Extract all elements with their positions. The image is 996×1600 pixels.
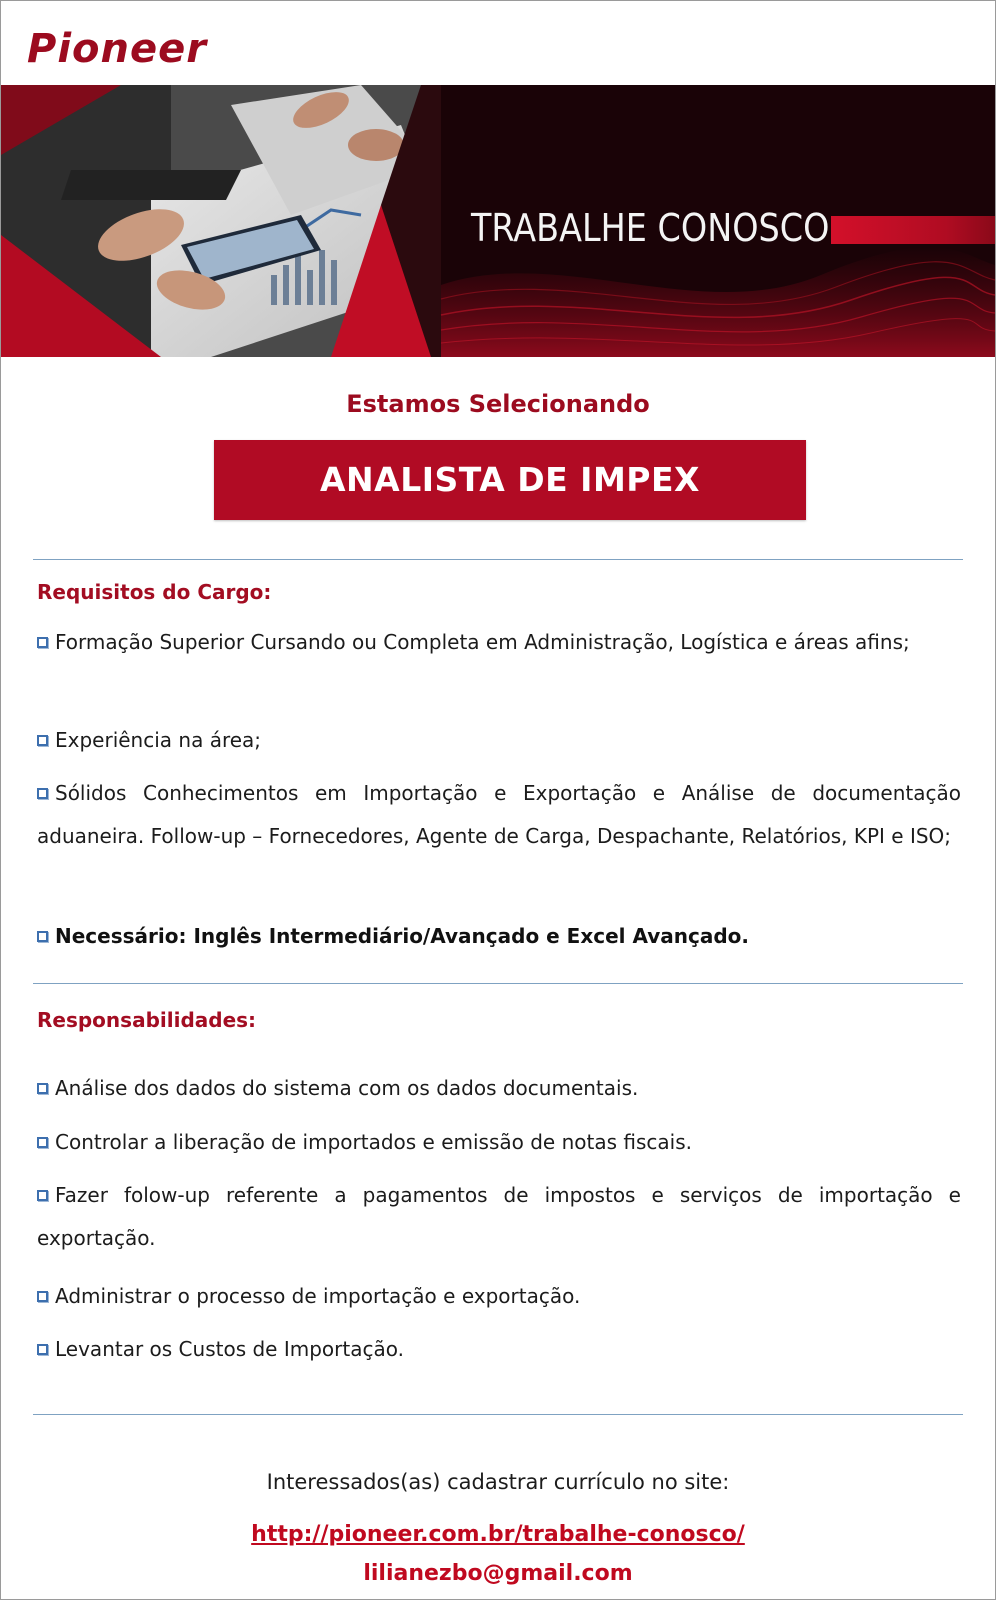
checkbox-bullet-icon xyxy=(37,1137,48,1148)
list-item: Necessário: Inglês Intermediário/Avançado e Excel Avançado. xyxy=(37,915,961,958)
list-item: Levantar os Custos de Importação. xyxy=(37,1328,961,1371)
checkbox-bullet-icon xyxy=(37,1190,48,1201)
checkbox-bullet-icon xyxy=(37,1083,48,1094)
careers-link-line xyxy=(1,1522,995,1547)
list-item: Controlar a liberação de importados e emissão de notas fiscais. xyxy=(37,1121,961,1164)
checkbox-bullet-icon xyxy=(37,788,48,799)
list-item: Formação Superior Cursando ou Completa em Administração, Logística e áreas afins; xyxy=(37,621,961,664)
hero-banner xyxy=(1,85,995,357)
job-title-box xyxy=(214,440,806,520)
contact-email[interactable]: lilianezbo@gmail.com xyxy=(363,1561,633,1586)
list-item: Experiência na área; xyxy=(37,719,961,762)
list-item: Sólidos Conhecimentos em Importação e Exportação e Análise de documentação aduaneira. Follow-up – Fornecedores, Agente de Carga, Despachante, Relatórios, KPI e ISO; xyxy=(37,781,961,848)
list-item: Administrar o processo de importação e exportação. xyxy=(37,1275,961,1318)
checkbox-bullet-icon xyxy=(37,735,48,746)
list-item: Fazer folow-up referente a pagamentos de impostos e serviços de importação e exportação. xyxy=(37,1183,961,1250)
banner-title: TRABALHE CONOSCO xyxy=(471,206,830,250)
pioneer-logo: Pioneer xyxy=(27,26,207,72)
apply-instruction: Interessados(as) cadastrar currículo no site: xyxy=(266,1470,730,1494)
list-item: Análise dos dados do sistema com os dados documentais. xyxy=(37,1067,961,1110)
subheading: Estamos Selecionando xyxy=(346,390,650,418)
checkbox-bullet-icon xyxy=(37,637,48,648)
divider xyxy=(33,559,963,560)
requirements-heading: Requisitos do Cargo: xyxy=(37,580,272,604)
checkbox-bullet-icon xyxy=(37,1291,48,1302)
careers-link[interactable]: http://pioneer.com.br/trabalhe-conosco/ xyxy=(251,1522,745,1547)
divider xyxy=(33,1414,963,1415)
banner-accent-bar xyxy=(831,216,995,244)
job-title: ANALISTA DE IMPEX xyxy=(320,460,700,499)
divider xyxy=(33,983,963,984)
responsibilities-heading: Responsabilidades: xyxy=(37,1008,257,1032)
checkbox-bullet-icon xyxy=(37,931,48,942)
checkbox-bullet-icon xyxy=(37,1344,48,1355)
